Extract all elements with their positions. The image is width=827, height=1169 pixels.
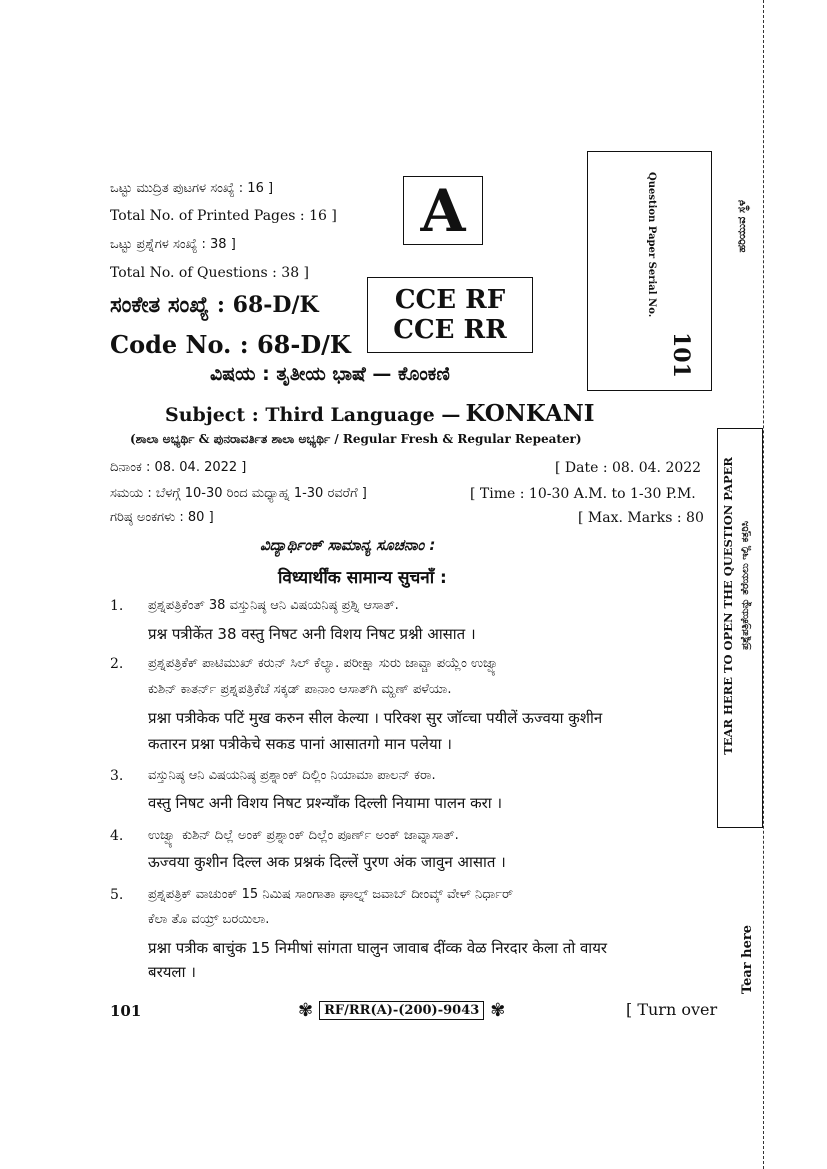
subject-en: Subject : Third Language — KONKANI [165, 400, 595, 427]
instruction-line: ಕೆಲಾ ತೊ ವಯ್ರ್ ಬರಯಿಲಾ. [148, 912, 270, 927]
date-kn: ದಿನಾಂಕ : 08. 04. 2022 ] [110, 460, 247, 475]
subject-kn: ವಿಷಯ : ತೃತೀಯ ಭಾಷೆ — ಕೊಂಕಣಿ [210, 363, 450, 385]
instruction-line: कतारन प्रश्ना पत्रीकेचे सकड पानां आसातगो मान पलेया । [148, 735, 452, 753]
printed-pages-en: Total No. of Printed Pages : 16 ] [110, 208, 337, 224]
serial-number-box [587, 151, 712, 391]
tear-here: Tear here [740, 925, 755, 995]
total-questions-en: Total No. of Questions : 38 ] [110, 265, 310, 281]
footer-code-group [298, 1000, 505, 1021]
candidate-type: (ಶಾಲಾ ಅಭ್ಯರ್ಥಿ & ಪುನರಾವರ್ತಿತ ಶಾಲಾ ಅಭ್ಯರ್ಥಿ / Regular Fresh & Regular Repeater) [130, 432, 582, 446]
exam-type-rr: CCE RR [393, 315, 507, 345]
code-number-kn: ಸಂಕೇತ ಸಂಖ್ಯೆ : 68-D/K [110, 292, 319, 318]
instructions-title-dev: विध्यार्थींक सामान्य सुचनाँ : [278, 568, 447, 588]
date-en: [ Date : 08. 04. 2022 [555, 460, 702, 476]
tear-instruction-box [717, 428, 763, 828]
instruction-number: 3. [110, 768, 124, 784]
time-en: [ Time : 10-30 A.M. to 1-30 P.M. [470, 486, 696, 502]
instruction-line: बरयला । [148, 963, 196, 981]
instruction-line: ಪ್ರಶ್ನಪತ್ರಿಕೆಂತ್ 38 ವಸ್ತುನಿಷ್ಠ ಆನಿ ವಿಷಯನಿಷ್ಠ ಪ್ರಶ್ನಿ ಆಸಾತ್. [148, 598, 399, 613]
exam-type-rf: CCE RF [394, 285, 506, 315]
instruction-line: ಪ್ರಶ್ನಪತ್ರಿಕ್ ವಾಚುಂಕ್ 15 ನಿಮಿಷ ಸಾಂಗಾತಾ ಘಾಲ್ನ್ ಜವಾಬ್ ದೀಂವ್ಕ್ ವೇಳ್ ನಿರ್ಧಾರ್ [148, 887, 514, 902]
instruction-number: 2. [110, 656, 124, 672]
footer-page-number: 101 [110, 1002, 142, 1020]
marks-en: [ Max. Marks : 80 [578, 510, 704, 526]
instruction-number: 4. [110, 828, 124, 844]
ornament-right-icon: ✾ [490, 1000, 506, 1021]
version-letter-box [403, 176, 483, 245]
serial-label: Question Paper Serial No. [646, 172, 657, 318]
instruction-line: ऊज्वया कुशीन दिल्ल अक प्रश्नकं दिल्लें पुरण अंक जावुन आसात । [148, 853, 506, 871]
instruction-line: प्रश्ना पत्रीक बाचुंक 15 निमीषां सांगता घालुन जावाब दींव्क वेळ निरदार केला तो वायर [148, 939, 608, 957]
tear-instruction-kn: ಪ್ರಶ್ನೆಪತ್ರಿಕೆಯನ್ನು ತೆರೆಯಲು ಇಲ್ಲಿ ಕತ್ತರಿಸಿ [740, 521, 751, 650]
tear-line [763, 0, 764, 1169]
serial-number: 101 [668, 332, 694, 378]
marks-kn: ಗರಿಷ್ಠ ಅಂಕಗಳು : 80 ] [110, 510, 214, 525]
instruction-line: ಪ್ರಶ್ನಪತ್ರಿಕೆಕ್ ಪಾಟಿಮುಖ್ ಕರುನ್ ಸಿಲ್ ಕೆಲ್ಯಾ. ಪರೀಕ್ಷಾ ಸುರು ಜಾವ್ಚಾ ಪಯ್ಲೆಂ ಉಜ್ವ್ಯಾ [148, 656, 501, 671]
instruction-line: प्रश्न पत्रीकेंत 38 वस्तु निषट अनी विशय निषट प्रश्नी आसात । [148, 625, 476, 643]
total-questions-kn: ಒಟ್ಟು ಪ್ರಶ್ನೆಗಳ ಸಂಖ್ಯೆ : 38 ] [110, 237, 236, 252]
instruction-line: प्रश्ना पत्रीकेक पटिं मुख करुन सील केल्या । परिक्श सुर जॉव्चा पयीलें ऊज्वया कुशीन [148, 709, 603, 727]
instructions-title-kn: ವಿದ್ಯಾರ್ಥಿಂಕ್ ಸಾಮಾನ್ಯ ಸೂಚನಾಂ : [260, 536, 436, 554]
version-letter: A [420, 176, 466, 245]
instruction-line: वस्तु निषट अनी विशय निषट प्रश्न्याँक दिल्ली नियामा पालन करा । [148, 794, 503, 812]
tear-top-kn: ಹರಿಯುವ ಸ್ಥಳ [735, 200, 748, 253]
printed-pages-kn: ಒಟ್ಟು ಮುದ್ರಿತ ಪುಟಗಳ ಸಂಖ್ಯೆ : 16 ] [110, 181, 274, 196]
instruction-line: ವಸ್ತುನಿಷ್ಠ ಆನಿ ವಿಷಯನಿಷ್ಠ ಪ್ರಶ್ನಾಂಕ್ ದಿಲ್ಲಿಂ ನಿಯಾಮಾ ಪಾಲನ್ ಕರಾ. [148, 768, 436, 783]
code-number-en: Code No. : 68-D/K [110, 330, 351, 359]
exam-type-box [367, 277, 533, 353]
instruction-line: ಕುಶಿನ್ ಕಾತರ್ನ್ ಪ್ರಶ್ನಪತ್ರಿಕೆಚೆ ಸಕ್ಕಡ್ ಪಾನಾಂ ಆಸಾತ್‌ಗಿ ಮ್ಹಣ್ ಪಳೆಯಾ. [148, 682, 452, 697]
instruction-number: 5. [110, 887, 124, 903]
instruction-line: ಉಜ್ವ್ಯಾ ಕುಶಿನ್ ದಿಲ್ಲೆ ಅಂಕ್ ಪ್ರಶ್ನಾಂಕ್ ದಿಲ್ಲೆಂ ಪೂರ್ಣ್ ಅಂಕ್ ಜಾವ್ನಾಸಾತ್. [148, 828, 459, 843]
tear-instruction-en: TEAR HERE TO OPEN THE QUESTION PAPER [721, 457, 735, 755]
turn-over: [ Turn over [626, 1000, 718, 1019]
instruction-number: 1. [110, 598, 124, 614]
time-kn: ಸಮಯ : ಬೆಳಗ್ಗೆ 10-30 ರಿಂದ ಮಧ್ಯಾಹ್ನ 1-30 ರವರೆಗೆ ] [110, 486, 367, 501]
footer-paper-code: RF/RR(A)-(200)-9043 [319, 1001, 484, 1020]
ornament-left-icon: ✾ [298, 1000, 314, 1021]
